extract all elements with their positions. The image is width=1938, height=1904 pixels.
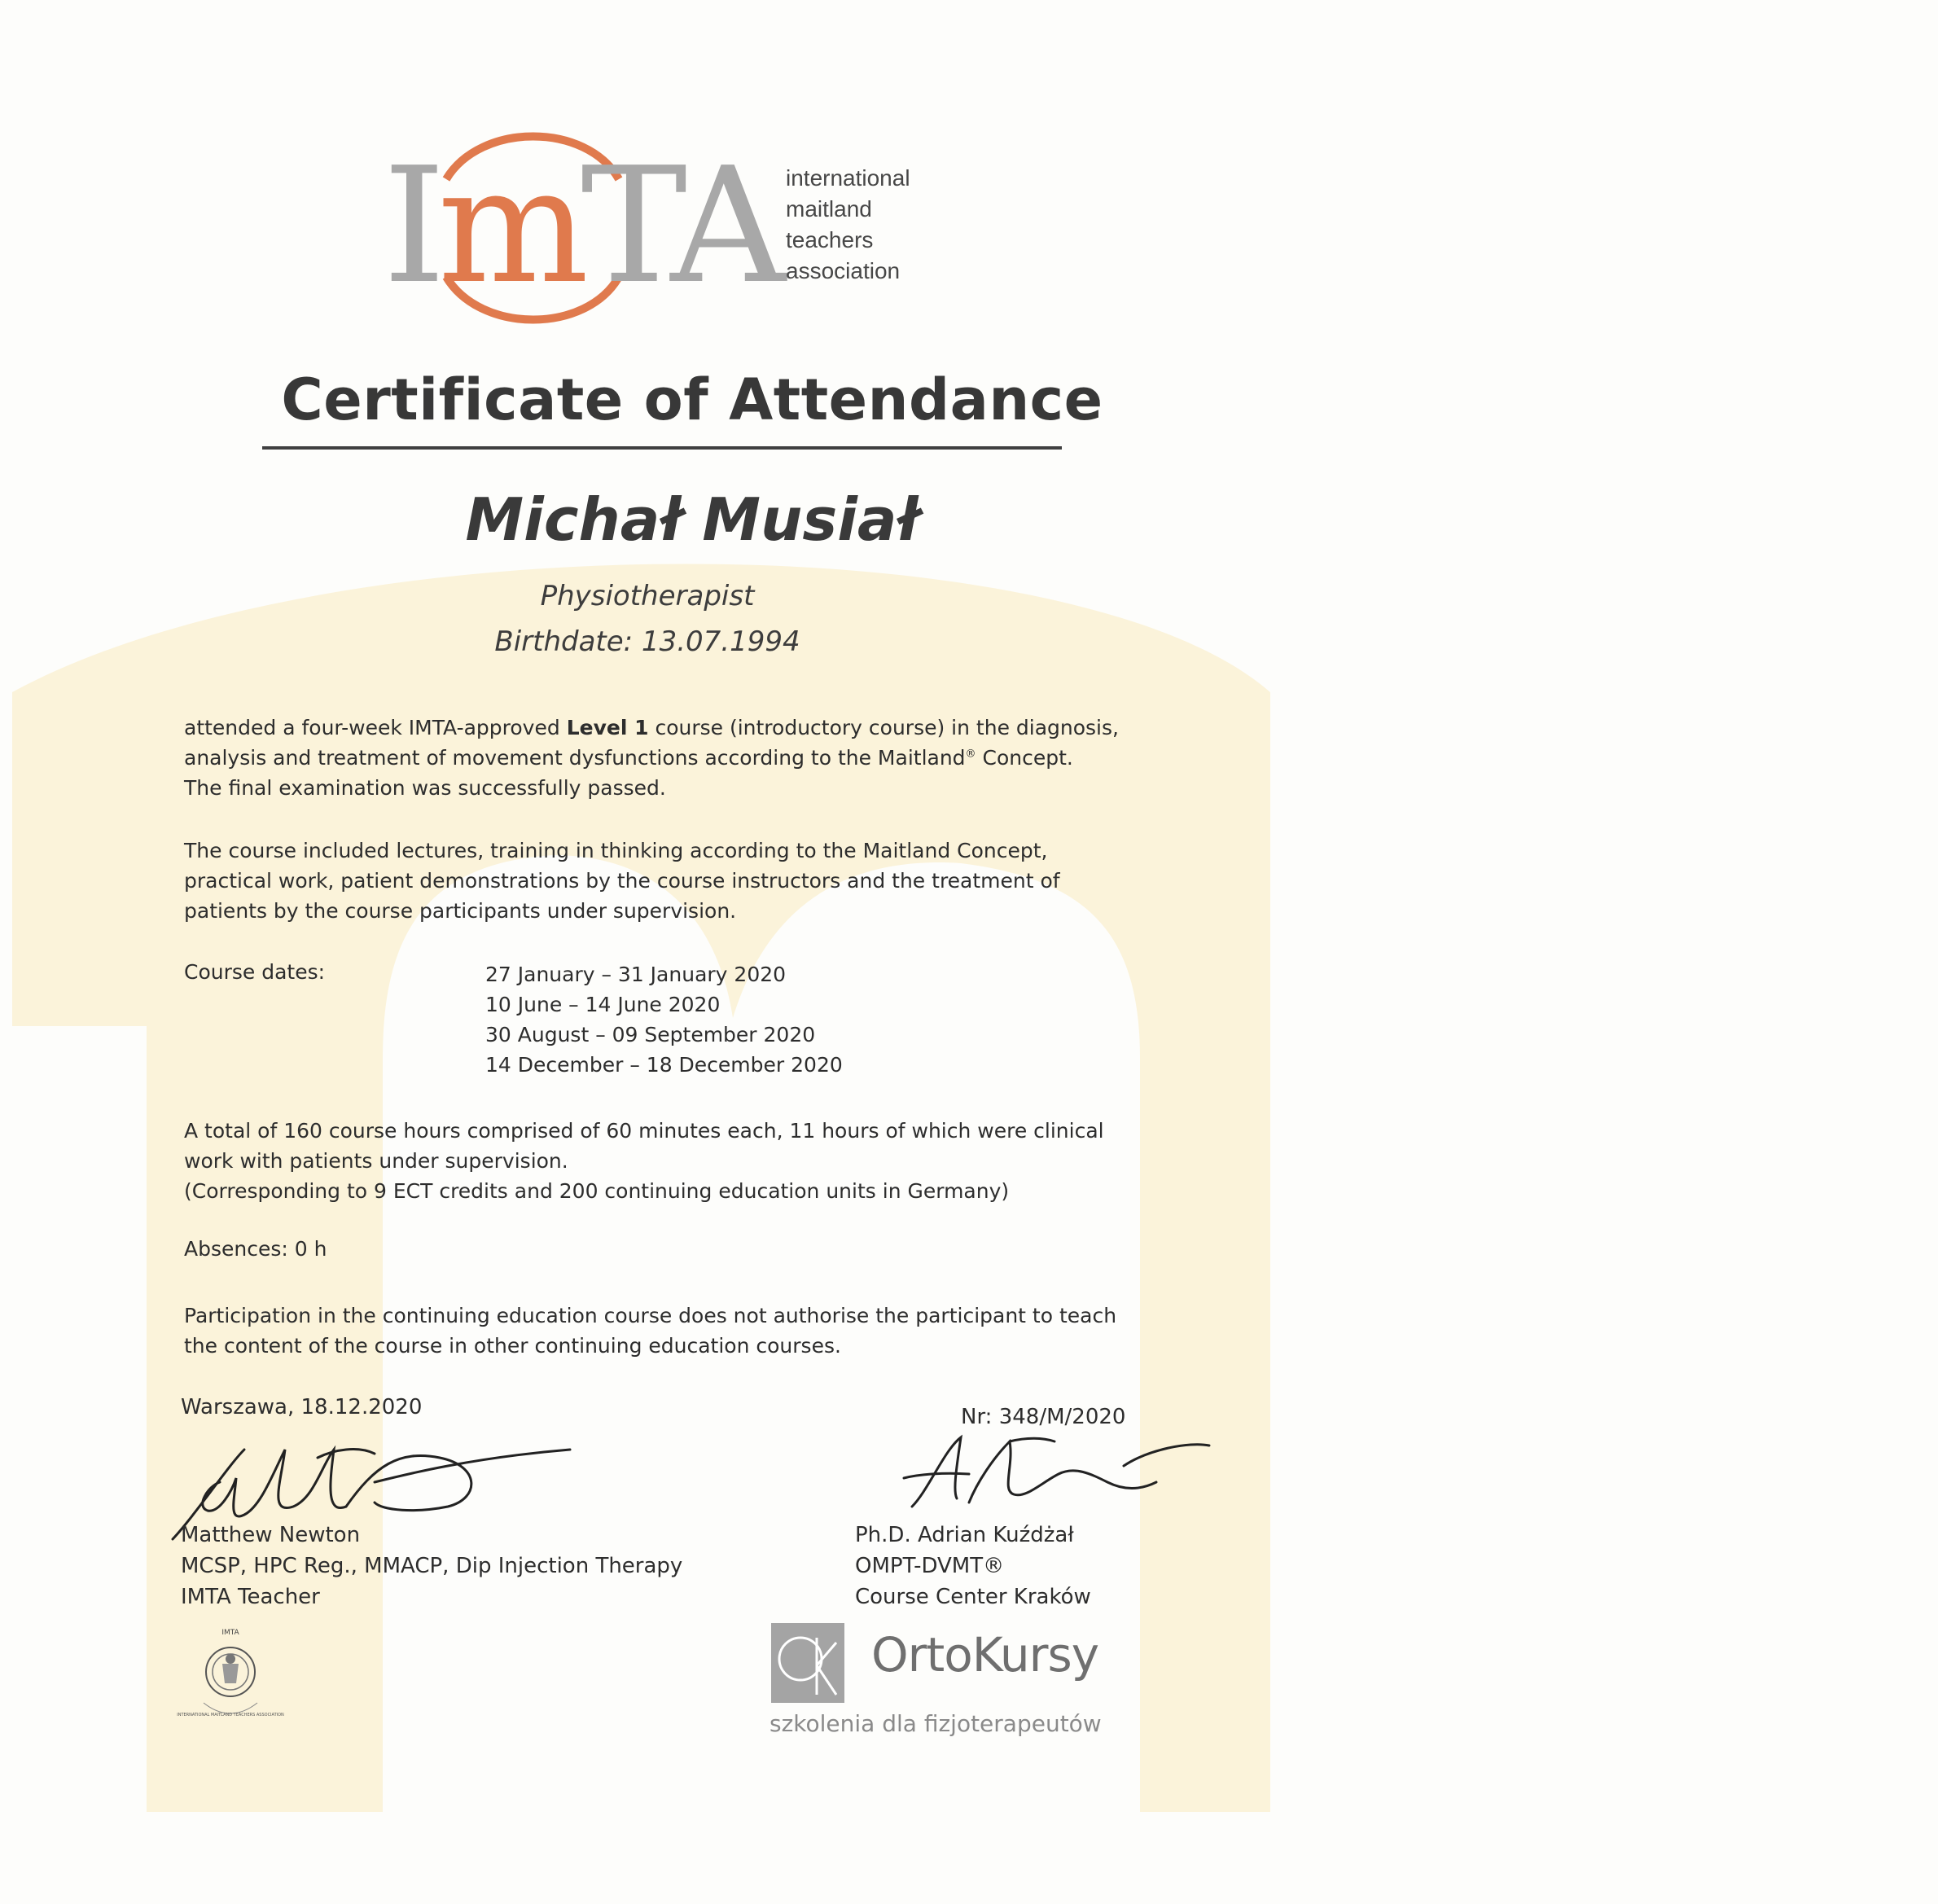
course-dates-label: Course dates:: [184, 960, 326, 984]
attended-text: analysis and treatment of movement dysfunctions according to the Maitland: [184, 746, 966, 770]
paragraph-line: practical work, patient demonstrations by the course instructors and the treatment of: [184, 869, 1060, 893]
imta-tagline-line: association: [786, 258, 901, 283]
signer-name: Matthew Newton: [181, 1523, 361, 1547]
ortokursy-tagline: szkolenia dla fizjoterapeutów: [770, 1710, 1102, 1737]
imta-letter-i: I: [383, 134, 438, 319]
imta-tagline-line: international: [786, 165, 910, 191]
recipient-name: Michał Musiał: [465, 485, 919, 554]
ortokursy-mark-glyph: [771, 1623, 844, 1703]
seal-ring-text: INTERNATIONAL MAITLAND TEACHERS ASSOCIATION: [177, 1713, 284, 1718]
absences: Absences: 0 h: [184, 1237, 327, 1261]
course-date-item: 14 December – 18 December 2020: [485, 1053, 843, 1077]
paragraph-line: A total of 160 course hours comprised of 60 minutes each, 11 hours of which were clinical: [184, 1119, 1104, 1143]
attended-text: Concept.: [976, 746, 1073, 770]
certificate-number: Nr: 348/M/2020: [961, 1405, 1126, 1429]
paragraph-line: Participation in the continuing education course does not authorise the participant to teach: [184, 1304, 1117, 1327]
paragraph-line: patients by the course participants under supervision.: [184, 899, 737, 923]
ortokursy-mark: [771, 1623, 844, 1703]
course-dates-list: [485, 959, 909, 1080]
course-date-item: 30 August – 09 September 2020: [485, 1023, 816, 1046]
signer-credentials: MCSP, HPC Reg., MMACP, Dip Injection Therapy: [181, 1554, 683, 1578]
course-date-item: 27 January – 31 January 2020: [485, 963, 787, 986]
registered-mark: ®: [965, 748, 976, 761]
ortokursy-name: OrtoKursy: [871, 1627, 1099, 1682]
paragraph-line: [184, 743, 1161, 773]
paragraph-line: work with patients under supervision.: [184, 1149, 568, 1173]
imta-logo-letters: [383, 134, 778, 319]
recipient-birthdate: Birthdate: 13.07.1994: [494, 625, 800, 658]
imta-tagline-line: maitland: [786, 196, 872, 222]
signer-role: IMTA Teacher: [181, 1585, 320, 1609]
course-date-item: 10 June – 14 June 2020: [485, 993, 721, 1016]
signature-adrian-kuzdzal: [879, 1417, 1221, 1523]
paragraph-line: (Corresponding to 9 ECT credits and 200 continuing education units in Germany): [184, 1179, 1010, 1203]
signer-credentials: OMPT-DVMT®: [855, 1554, 1005, 1578]
paragraph-line: The final examination was successfully passed.: [184, 776, 666, 800]
seal-top-text: IMTA: [221, 1629, 239, 1637]
attended-paragraph: [184, 713, 1161, 803]
imta-logo: [383, 122, 778, 326]
place-and-date: Warszawa, 18.12.2020: [181, 1395, 423, 1419]
participation-paragraph: [184, 1301, 1161, 1361]
signer-role: Course Center Kraków: [855, 1585, 1091, 1609]
paragraph-line: The course included lectures, training in thinking according to the Maitland Concept,: [184, 839, 1048, 862]
imta-tagline-line: teachers: [786, 227, 874, 252]
attended-text: course (introductory course) in the diagnosis,: [648, 716, 1119, 739]
title-underline: [262, 446, 1062, 450]
course-level: Level 1: [566, 716, 649, 739]
course-hours-paragraph: [184, 1116, 1161, 1206]
paragraph-line: the content of the course in other continuing education courses.: [184, 1334, 841, 1358]
imta-letters-ta: TA: [581, 134, 778, 319]
imta-tagline: [786, 163, 965, 287]
recipient-profession: Physiotherapist: [540, 580, 755, 612]
signer-right: [855, 1520, 1197, 1612]
attended-text: attended a four-week IMTA-approved: [184, 716, 567, 739]
course-content-paragraph: [184, 836, 1161, 926]
imta-letter-m: m: [437, 134, 581, 319]
signer-name: Ph.D. Adrian Kuźdżał: [855, 1523, 1074, 1547]
certificate-title: Certificate of Attendance: [281, 366, 1103, 433]
imta-seal: [177, 1625, 284, 1731]
signer-left: [181, 1520, 767, 1612]
paragraph-line: [184, 713, 1161, 743]
